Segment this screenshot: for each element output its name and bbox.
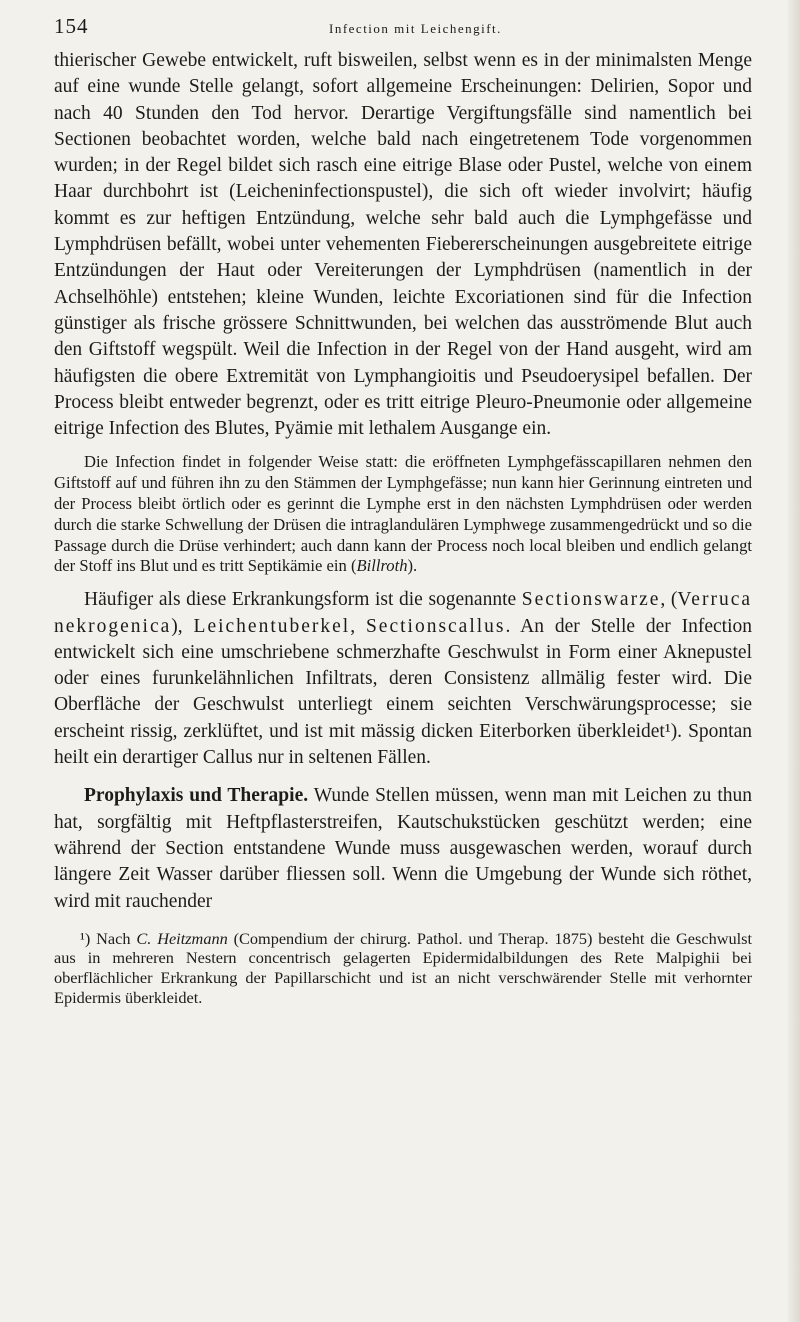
paragraph-2-small	[54, 452, 752, 577]
paragraph-3-b: , (	[660, 589, 678, 611]
paragraph-3-d: ,	[350, 615, 366, 637]
page-body	[54, 48, 752, 1007]
footnote-author: C. Heitzmann	[136, 928, 228, 948]
page-header	[54, 14, 752, 48]
term-verruca: Verruca nekrogenica	[54, 589, 752, 637]
citation-billroth: Billroth	[356, 556, 408, 576]
paragraph-3-c: ),	[171, 615, 194, 637]
paragraph-1: thierischer Gewebe entwickelt, ruft bisweilen, selbst wenn es in der minimalsten Menge auf eine wunde Stelle gelangt, sofort allgemeine Erscheinungen: Delirien, Sopor und nach 40 Stunden den Tod hervor. Derartige Vergiftungsfälle sind namentlich bei Sectionen beobachtet worden, welche bald nach eingetretenem Tode vorgenommen wurden; in der Regel bildet sich rasch eine eitrige Blase oder Pustel, welche von einem Haar durchbohrt ist (Leicheninfectionspustel), die sich oft wieder involvirt; häufig kommt es zur heftigen Entzündung, welche sehr bald auch die Lymphgefässe und Lymphdrüsen befällt, wobei unter vehementen Fiebererscheinungen ausgebreitete eitrige Entzündungen der Haut oder Vereiterungen der Lymphdrüsen (namentlich in der Achselhöhle) entstehen; kleine Wunden, leichte Excoriationen sind für die Infection günstiger als frische grössere Schnittwunden, bei welchen das ausströmende Blut auch den Giftstoff wegspült. Weil die Infection in der Regel von der Hand ausgeht, wird am häufigsten die obere Extremität von Lymphangioitis und Pseudoerysipel befallen. Der Process bleibt entweder begrenzt, oder es tritt eitrige Pleuro-Pneumonie oder allgemeine eitrige Infection des Blutes, Pyämie mit lethalem Ausgange ein.	[54, 50, 752, 440]
term-leichentuberkel: Leichentuberkel	[193, 615, 351, 637]
paragraph-4	[54, 783, 752, 914]
paragraph-3-a: Häufiger als diese Erkrankungsform ist die sogenannte	[84, 589, 522, 611]
term-sectionscallus: Sectionscallus	[365, 615, 506, 637]
paragraph-2-end: ).	[407, 556, 418, 576]
section-heading-prophylaxis: Prophylaxis und Therapie.	[84, 785, 309, 807]
running-title: Infection mit Leichengift.	[329, 21, 502, 36]
term-sectionswarze: Sectionswarze	[521, 589, 661, 611]
paragraph-4-text: Wunde Stellen müssen, wenn man mit Leichen zu thun hat, sorgfältig mit Heftpflasterstreifen, Kautschukstücken geschützt werden; eine während der Section entstandene Wunde muss ausgewaschen werden, worauf durch längere Zeit Wasser darüber fliessen soll. Wenn die Umgebung der Wunde sich röthet, wird mit rauchender	[54, 785, 753, 912]
footnote	[54, 929, 752, 1007]
paragraph-3-e: . An der Stelle der Infection entwickelt sich eine umschriebene schmerzhafte Geschwulst in Form einer Aknepustel oder eines furunkelähnlichen Infiltrats, deren Consistenz allmälig fester wird. Die Oberfläche der Geschwulst unterliegt einem seichten Verschwärungsprocesse; sie erscheint rissig, zerklüftet, und ist mit mässig dicken Eiterborken überkleidet¹). Spontan heilt ein derartiger Callus nur in seltenen Fällen.	[54, 615, 753, 769]
footnote-b: (Compendium der chirurg. Pathol. und Therap. 1875) besteht die Geschwulst aus in mehreren Nestern concentrisch gelagerten Epidermidalbildungen des Rete Malpighii bei oberflächlicher Erkrankung der Papillarschicht und ist an nicht verschwärender Stelle mit verhornter Epidermis überkleidet.	[54, 928, 752, 1007]
paragraph-2-text: Die Infection findet in folgender Weise statt: die eröffneten Lymphgefässcapillaren nehmen den Giftstoff auf und führen ihn zu den Stämmen der Lymphgefässe; nun kann hier Gerinnung eintreten und der Process bleibt örtlich oder es gerinnt die Lymphe erst in den nächsten Lymphdrüsen oder werden durch die starke Schwellung der Drüsen die intraglandulären Lymphwege zusammengedrückt und so die Passage durch die Drüse verhindert; auch dann kann der Process noch local bleiben und endlich gelangt der Stoff ins Blut und es tritt Septikämie ein (	[54, 452, 752, 576]
page-edge	[788, 0, 800, 1322]
footnote-a: ¹) Nach	[80, 928, 137, 948]
paragraph-3	[54, 587, 752, 771]
page-number: 154	[54, 14, 89, 38]
